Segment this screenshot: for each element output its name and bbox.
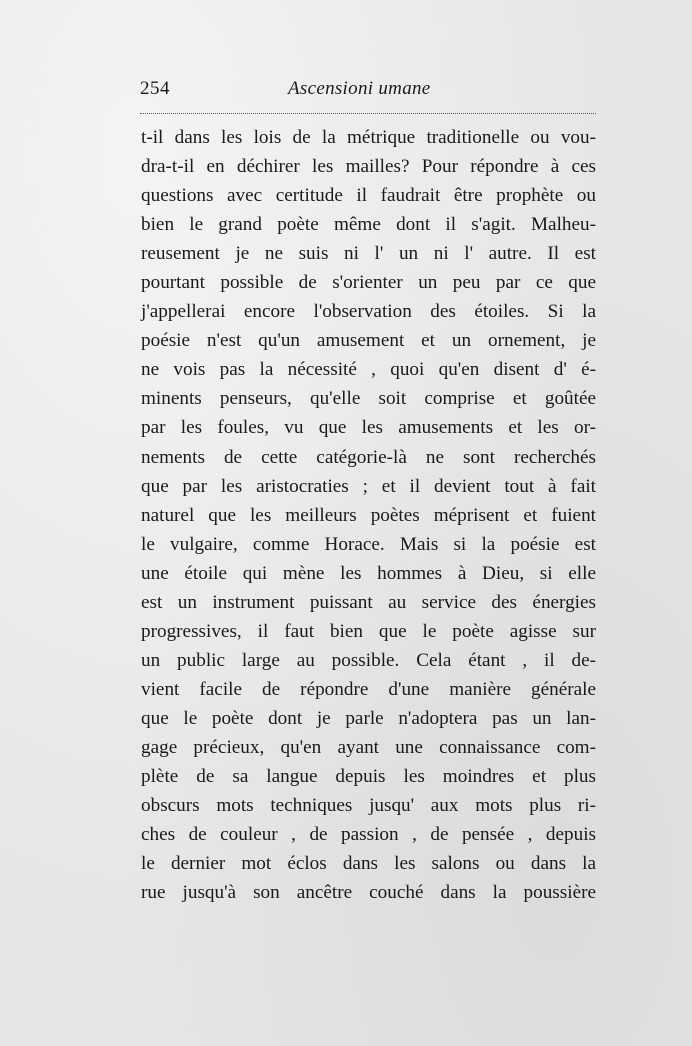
text-line: dra-t-il en déchirer les mailles? Pour répondre à ces bbox=[141, 156, 596, 178]
text-line: pourtant possible de s'orienter un peu par ce que bbox=[141, 272, 596, 294]
text-line: ches de couleur , de passion , de pensée , depuis bbox=[141, 824, 596, 846]
header-rule bbox=[140, 113, 596, 114]
text-line: ne vois pas la nécessité , quoi qu'en disent d' é- bbox=[141, 359, 596, 381]
text-line: que par les aristocraties ; et il devient tout à fait bbox=[141, 475, 596, 497]
text-line: j'appellerai encore l'observation des étoiles. Si la bbox=[141, 301, 596, 323]
text-line: naturel que les meilleurs poètes méprisent et fuient bbox=[141, 504, 596, 526]
text-line: t-il dans les lois de la métrique traditionelle ou vou- bbox=[141, 127, 596, 148]
text-line: rue jusqu'à son ancêtre couché dans la poussière bbox=[141, 882, 596, 904]
text-line: gage précieux, qu'en ayant une connaissance com- bbox=[141, 736, 596, 758]
body-text bbox=[141, 123, 596, 907]
text-line: questions avec certitude il faudrait être prophète ou bbox=[141, 185, 596, 207]
text-line: minents penseurs, qu'elle soit comprise et goûtée bbox=[141, 388, 596, 410]
text-line: une étoile qui mène les hommes à Dieu, si elle bbox=[141, 562, 596, 584]
text-line: un public large au possible. Cela étant , il de- bbox=[141, 649, 596, 671]
text-line: progressives, il faut bien que le poète agisse sur bbox=[141, 620, 596, 642]
text-line: bien le grand poète même dont il s'agit. Malheu- bbox=[141, 214, 596, 236]
text-line: plète de sa langue depuis les moindres et plus bbox=[141, 766, 596, 788]
text-line: poésie n'est qu'un amusement et un ornement, je bbox=[141, 330, 596, 352]
page-number: 254 bbox=[140, 78, 170, 99]
text-line: vient facile de répondre d'une manière générale bbox=[141, 678, 596, 700]
text-line: que le poète dont je parle n'adoptera pas un lan- bbox=[141, 707, 596, 729]
text-line: est un instrument puissant au service des énergies bbox=[141, 591, 596, 613]
text-line: nements de cette catégorie-là ne sont recherchés bbox=[141, 446, 596, 468]
text-line: le vulgaire, comme Horace. Mais si la poésie est bbox=[141, 533, 596, 555]
text-line: reusement je ne suis ni l' un ni l' autre. Il est bbox=[141, 243, 596, 265]
text-line: le dernier mot éclos dans les salons ou dans la bbox=[141, 853, 596, 875]
text-line: obscurs mots techniques jusqu' aux mots plus ri- bbox=[141, 795, 596, 817]
page-header bbox=[140, 78, 596, 108]
running-title: Ascensioni umane bbox=[288, 78, 431, 99]
text-line: par les foules, vu que les amusements et les or- bbox=[141, 417, 596, 439]
